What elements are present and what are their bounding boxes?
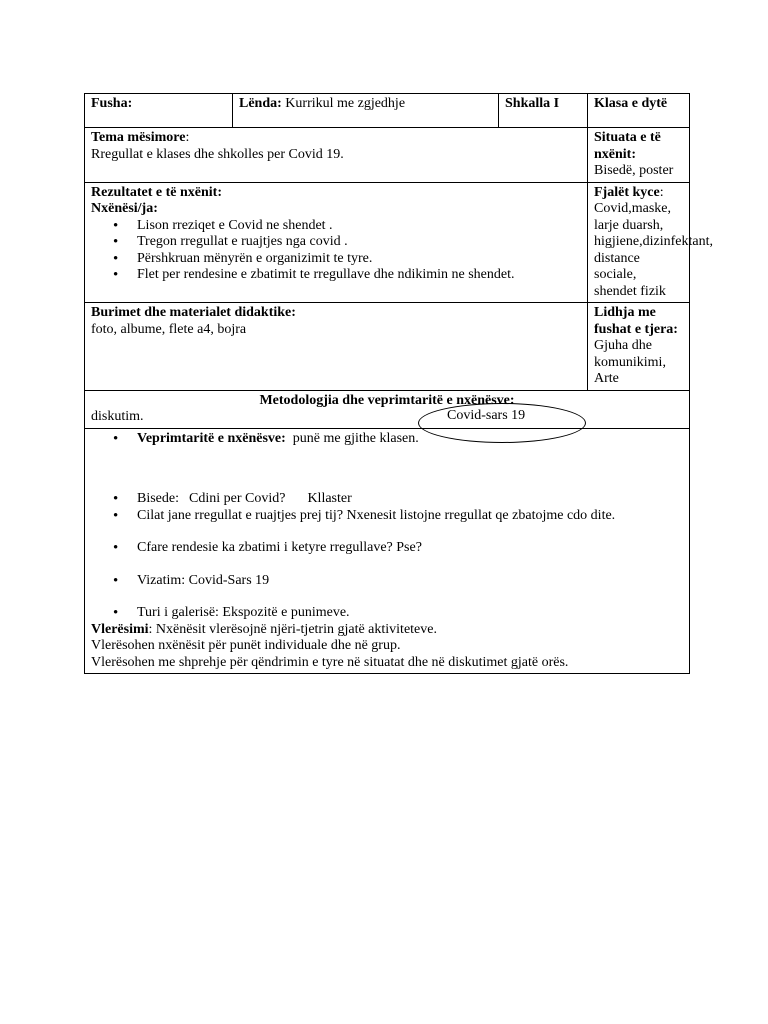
fjalet-line: distance sociale, (594, 250, 640, 282)
klasa-label: Klasa e dytë (594, 96, 668, 111)
situata-cell (588, 128, 690, 183)
burimet-cell (85, 303, 588, 391)
tema-value: Rregullat e klases dhe shkolles per Covid 19. (91, 146, 344, 162)
vleresimi-label: Vlerësimi (91, 621, 149, 637)
fjalet-line: shendet fizik (594, 283, 666, 299)
tema-row (85, 128, 690, 183)
rezultatet-list (91, 218, 581, 284)
metodologjia-cell (85, 390, 690, 428)
list-item: • Përshkruan mënyrën e organizimit te tyre. (91, 251, 581, 268)
burimet-label: Burimet dhe materialet didaktike: (91, 305, 296, 320)
fjalet-line: higjiene,dizinfektant, (594, 234, 713, 249)
situata-label: Situata e të nxënit: (594, 130, 661, 162)
klasa-cell (588, 94, 690, 128)
veprimtarite-value: punë me gjithe klasen. (292, 430, 419, 446)
bisede-question: Cdini per Covid? (189, 491, 286, 506)
rezultatet-cell (85, 182, 588, 303)
fjalet-line: larje duarsh, (594, 217, 664, 233)
veprimtarite-row (85, 428, 690, 674)
veprimtarite-label: Veprimtaritë e nxënësve: (137, 430, 286, 446)
list-item: • Cfare rendesie ka zbatimi i ketyre rregullave? Pse? (91, 540, 683, 557)
metodologjia-row (85, 390, 690, 428)
lidhja-label: Lidhja me fushat e tjera: (594, 305, 678, 337)
shkalla-label: Shkalla I (505, 96, 560, 111)
metodologjia-value: diskutim. (91, 409, 144, 424)
veprimtarite-cell (85, 428, 690, 674)
oval-text: Covid-sars 19 (447, 408, 526, 423)
fusha-cell (85, 94, 233, 128)
lenda-value: Kurrikul me zgjedhje (285, 96, 406, 111)
covid-cluster-oval (418, 403, 586, 443)
lenda-cell (233, 94, 499, 128)
lenda-label: Lënda: (239, 96, 282, 111)
list-item: • Cilat jane rregullat e ruajtjes prej tij? Nxenesit listojne rregullat qe zbatojme cdo dite. (91, 508, 683, 525)
lesson-plan-table (84, 93, 713, 674)
veprimtarite-list (91, 491, 683, 524)
tema-label: Tema mësimore (91, 130, 186, 145)
list-item (91, 491, 683, 508)
header-row (85, 94, 690, 128)
bisede-label: Bisede: (137, 491, 179, 506)
burimet-value: foto, albume, flete a4, bojra (91, 321, 247, 337)
vleresimi-line: : Nxënësit vlerësojnë njëri-tjetrin gjatë aktiviteteve. (148, 621, 437, 637)
fjalet-colon: : (659, 184, 664, 200)
metodologjia-title: Metodologjia dhe veprimtaritë e nxënësve: (259, 392, 515, 408)
fjalet-cell (588, 182, 713, 303)
fjalet-label: Fjalët kyce (594, 184, 660, 200)
veprimtarite-list-2 (91, 540, 683, 557)
lidhja-value: Gjuha dhe komunikimi, Arte (594, 338, 666, 386)
list-item: • Lison rreziqet e Covid ne shendet . (91, 218, 581, 235)
list-item: • Flet per rendesine e zbatimit te rregullave dhe ndikimin ne shendet. (91, 267, 581, 284)
list-item: • Tregon rregullat e ruajtjes nga covid . (91, 234, 581, 251)
lidhja-cell (588, 303, 690, 391)
tema-cell (85, 128, 588, 183)
rezultatet-row (85, 182, 690, 303)
burimet-row (85, 303, 690, 391)
vleresimi-line: Vlerësohen me shprehje për qëndrimin e tyre në situatat dhe në diskutimet gjatë orës. (91, 654, 569, 670)
nxenesi-label: Nxënësi/ja: (91, 201, 158, 216)
kllaster-label: Kllaster (307, 491, 352, 506)
vleresimi-line: Vlerësohen nxënësit për punët individuale dhe në grup. (91, 638, 401, 653)
rezultatet-label: Rezultatet e të nxënit: (91, 184, 223, 200)
tema-colon: : (185, 130, 190, 145)
fusha-label: Fusha: (91, 96, 133, 111)
vleresimi-block (91, 622, 683, 672)
shkalla-cell (499, 94, 588, 128)
situata-value: Bisedë, poster (594, 163, 674, 178)
veprimtarite-list-3 (91, 573, 683, 590)
veprimtarite-list-4 (91, 605, 683, 622)
list-item: • Vizatim: Covid-Sars 19 (91, 573, 683, 590)
list-item (91, 431, 683, 448)
veprimtarite-heading-list (91, 431, 683, 448)
fjalet-line: Covid,maske, (594, 201, 671, 216)
list-item: • Turi i galerisë: Ekspozitë e punimeve. (91, 605, 683, 622)
